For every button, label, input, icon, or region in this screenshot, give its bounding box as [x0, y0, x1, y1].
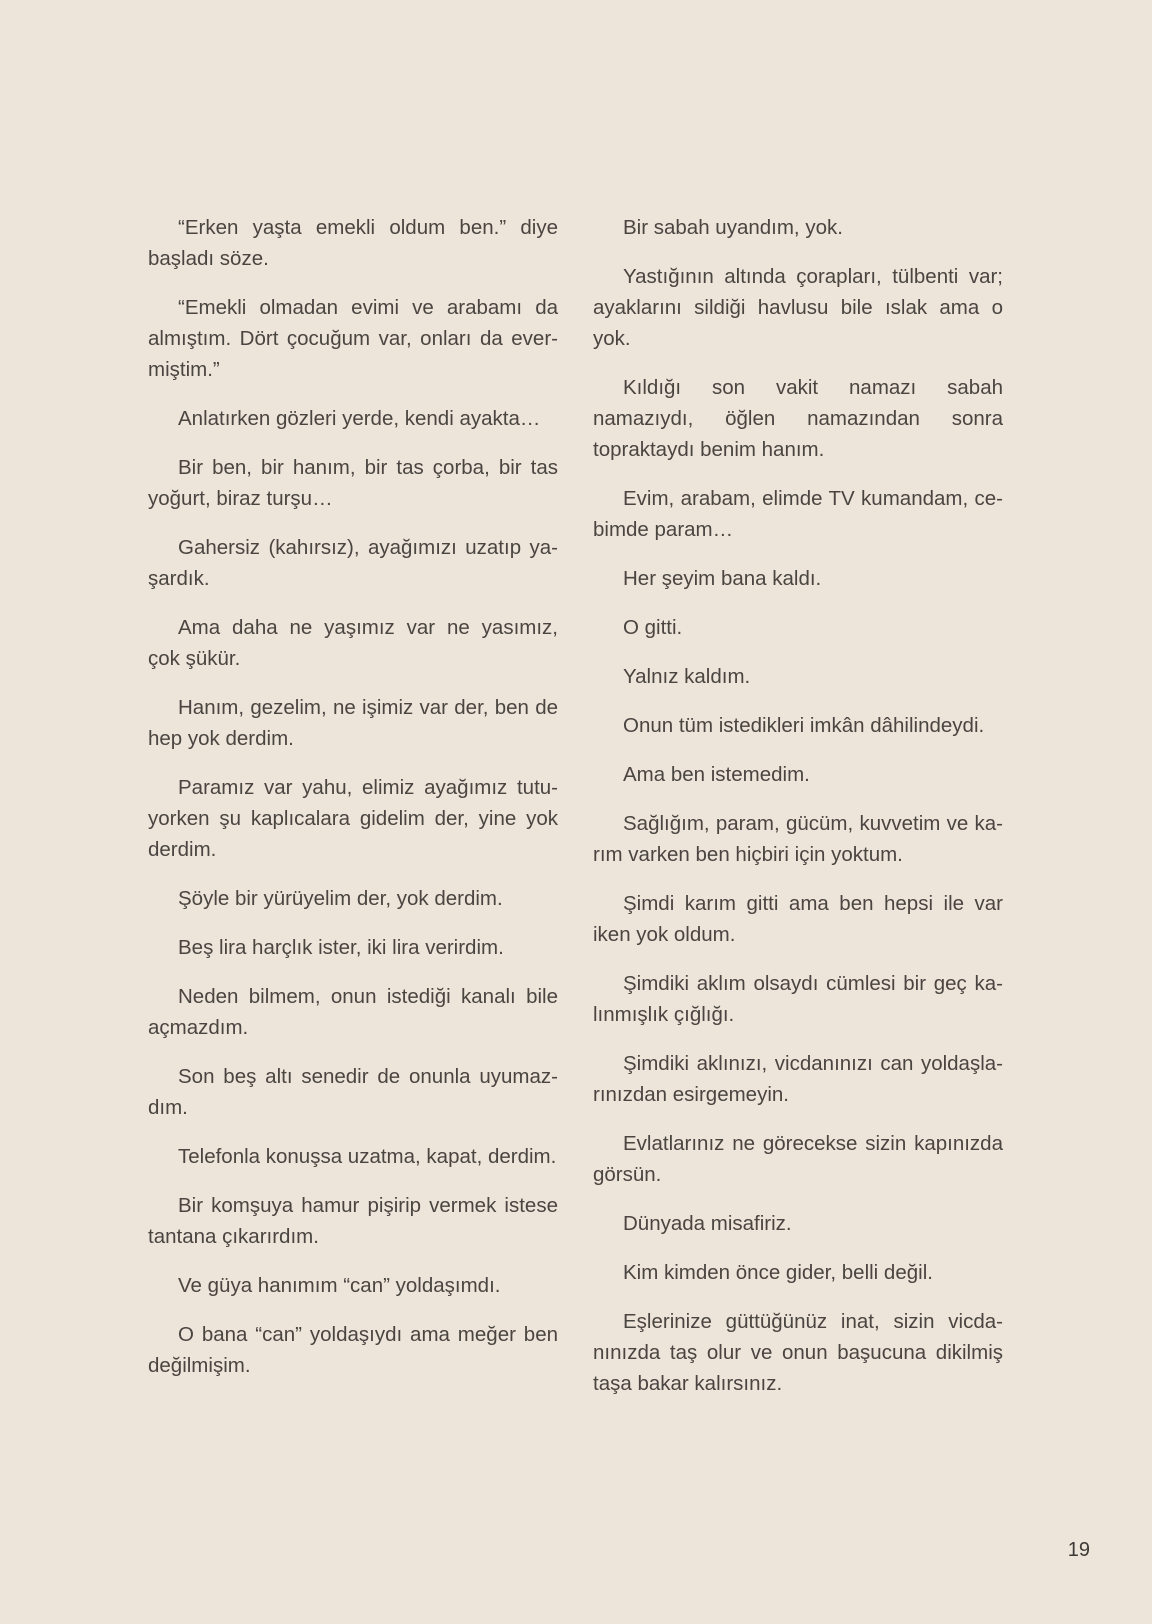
paragraph: Evlatlarınız ne görecekse sizin kapınızda görsün.	[593, 1132, 1003, 1186]
paragraph: Şimdiki aklım olsaydı cümlesi bir geç kalınmışlık çığlığı.	[593, 972, 1003, 1026]
left-column	[148, 212, 558, 1399]
paragraph: Ama daha ne yaşımız var ne yasımız, çok şükür.	[148, 616, 558, 670]
paragraph: Telefonla konuşsa uzatma, kapat, derdim.	[178, 1145, 557, 1168]
paragraph: O bana “can” yoldaşıydı ama meğer ben değilmişim.	[148, 1323, 558, 1377]
paragraph: Onun tüm istedikleri imkân dâhilindeydi.	[623, 714, 985, 737]
page-number: 19	[1067, 1539, 1090, 1561]
paragraph: Beş lira harçlık ister, iki lira verirdim.	[178, 936, 504, 959]
paragraph: Şimdi karım gitti ama ben hepsi ile var iken yok oldum.	[593, 892, 1003, 946]
paragraph: Gahersiz (kahırsız), ayağımızı uzatıp yaşardık.	[148, 536, 558, 590]
paragraph: Yalnız kaldım.	[623, 665, 751, 688]
right-column	[593, 212, 1003, 1417]
paragraph: “Erken yaşta emekli oldum ben.” diye başladı söze.	[148, 216, 558, 270]
paragraph: Evim, arabam, elimde TV kumandam, cebimde param…	[593, 487, 1003, 541]
paragraph: Dünyada misafiriz.	[623, 1212, 792, 1235]
paragraph: Kıldığı son vakit namazı sabah namazıydı, öğlen namazından sonra topraktaydı benim hanım.	[593, 376, 1003, 461]
paragraph: Anlatırken gözleri yerde, kendi ayakta…	[178, 407, 541, 430]
paragraph: Neden bilmem, onun istediği kanalı bile açmazdım.	[148, 985, 558, 1039]
paragraph: Ama ben istemedim.	[623, 763, 810, 786]
paragraph: “Emekli olmadan evimi ve arabamı da almıştım. Dört çocuğum var, onları da evermiştim.”	[148, 296, 558, 381]
paragraph: Hanım, gezelim, ne işimiz var der, ben de hep yok derdim.	[148, 696, 558, 750]
paragraph: Şöyle bir yürüyelim der, yok derdim.	[178, 887, 503, 910]
paragraph: Paramız var yahu, elimiz ayağımız tutuyorken şu kaplıcalara gidelim der, yine yok derdim.	[148, 776, 558, 861]
paragraph: O gitti.	[623, 616, 683, 639]
paragraph: Sağlığım, param, gücüm, kuvvetim ve karım varken ben hiçbiri için yoktum.	[593, 812, 1003, 866]
paragraph: Ve güya hanımım “can” yoldaşımdı.	[178, 1274, 501, 1297]
paragraph: Eşlerinize güttüğünüz inat, sizin vicdanınızda taş olur ve onun başucuna dikilmiş taşa bakar kalırsınız.	[593, 1310, 1003, 1395]
paragraph: Son beş altı senedir de onunla uyumazdım.	[148, 1065, 558, 1119]
paragraph: Yastığının altında çorapları, tülbenti var; ayaklarını sildiği havlusu bile ıslak ama o yok.	[593, 265, 1003, 350]
paragraph: Bir komşuya hamur pişirip vermek istese tantana çıkarırdım.	[148, 1194, 558, 1248]
paragraph: Bir ben, bir hanım, bir tas çorba, bir tas yoğurt, biraz turşu…	[148, 456, 558, 510]
paragraph: Bir sabah uyandım, yok.	[623, 216, 843, 239]
paragraph: Şimdiki aklınızı, vicdanınızı can yoldaşlarınızdan esirgemeyin.	[593, 1052, 1003, 1106]
paragraph: Her şeyim bana kaldı.	[623, 567, 822, 590]
paragraph: Kim kimden önce gider, belli değil.	[623, 1261, 933, 1284]
